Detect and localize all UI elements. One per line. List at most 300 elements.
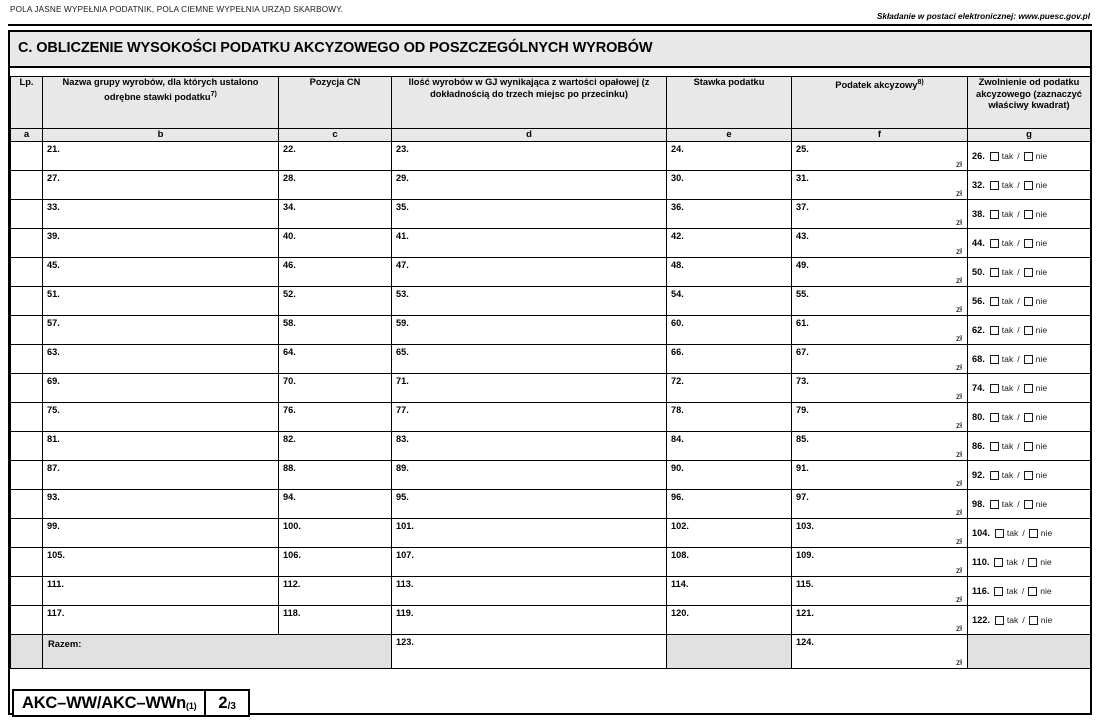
column-letter-b: b: [43, 129, 279, 142]
checkbox-no[interactable]: [1029, 616, 1038, 625]
column-header-lp: [11, 77, 43, 129]
field-number-85: 85.: [796, 434, 809, 444]
checkbox-yes-label: tak: [1006, 557, 1018, 567]
row-cn-position-cell[interactable]: [279, 432, 392, 461]
field-number-119: 119.: [396, 608, 414, 618]
field-number-45: 45.: [47, 260, 60, 270]
row-cn-position-cell[interactable]: [279, 229, 392, 258]
row-excise-tax-cell[interactable]: [792, 171, 968, 200]
electronic-submission-note: Składanie w postaci elektronicznej: www.puesc.gov.pl: [876, 11, 1090, 21]
table-row: [11, 432, 1091, 461]
checkbox-yes[interactable]: [990, 355, 999, 364]
checkbox-separator: /: [1017, 470, 1020, 480]
field-number-87: 87.: [47, 463, 60, 473]
checkbox-no[interactable]: [1024, 268, 1033, 277]
field-number-66: 66.: [671, 347, 684, 357]
currency-symbol-zl: zł: [955, 507, 962, 517]
page-header-strip: [0, 0, 1100, 26]
checkbox-separator: /: [1017, 383, 1020, 393]
row-cn-position-cell[interactable]: [279, 461, 392, 490]
field-number-74: 74.: [972, 383, 985, 393]
field-number-110: 110.: [972, 557, 990, 567]
row-excise-tax-cell[interactable]: [792, 258, 968, 287]
checkbox-yes[interactable]: [995, 616, 1004, 625]
checkbox-no[interactable]: [1024, 471, 1033, 480]
field-number-35: 35.: [396, 202, 409, 212]
row-lp-cell: [11, 287, 43, 316]
field-number-97: 97.: [796, 492, 809, 502]
checkbox-yes-label: tak: [1001, 470, 1014, 480]
currency-symbol-zl: zł: [955, 594, 962, 604]
currency-symbol-zl: zł: [955, 536, 962, 546]
row-cn-position-cell[interactable]: [279, 490, 392, 519]
checkbox-no-label: nie: [1035, 238, 1048, 248]
field-number-123: 123.: [396, 637, 414, 647]
field-number-88: 88.: [283, 463, 296, 473]
row-quantity-cell[interactable]: [392, 142, 667, 171]
row-exemption-cell: [968, 403, 1091, 432]
exemption-checkbox-group: [968, 200, 1090, 228]
field-number-89: 89.: [396, 463, 409, 473]
row-excise-tax-cell[interactable]: [792, 548, 968, 577]
row-quantity-cell[interactable]: [392, 577, 667, 606]
checkbox-separator: /: [1017, 412, 1020, 422]
row-exemption-cell: [968, 432, 1091, 461]
checkbox-separator: /: [1021, 586, 1025, 596]
row-lp-cell: [11, 548, 43, 577]
exemption-checkbox-group: [968, 519, 1090, 547]
exemption-checkbox-group: [968, 403, 1090, 431]
row-quantity-cell[interactable]: [392, 345, 667, 374]
row-quantity-cell[interactable]: [392, 287, 667, 316]
exemption-checkbox-group: [968, 606, 1090, 634]
field-number-109: 109.: [796, 550, 814, 560]
field-number-75: 75.: [47, 405, 60, 415]
row-cn-position-cell[interactable]: [279, 171, 392, 200]
row-tax-rate-cell[interactable]: [667, 229, 792, 258]
table-row: [11, 606, 1091, 635]
header-divider-rule: [8, 24, 1092, 26]
field-number-59: 59.: [396, 318, 409, 328]
row-product-group-cell[interactable]: [43, 519, 279, 548]
row-exemption-cell: [968, 345, 1091, 374]
section-c-title: C. OBLICZENIE WYSOKOŚCI PODATKU AKCYZOWEGO OD POSZCZEGÓLNYCH WYROBÓW: [18, 40, 653, 56]
field-number-118: 118.: [283, 608, 301, 618]
checkbox-no[interactable]: [1024, 181, 1033, 190]
column-header-cn-position: [279, 77, 392, 129]
row-lp-cell: [11, 432, 43, 461]
row-tax-rate-cell[interactable]: [667, 374, 792, 403]
field-number-27: 27.: [47, 173, 60, 183]
checkbox-yes[interactable]: [990, 326, 999, 335]
checkbox-yes-label: tak: [1001, 238, 1014, 248]
column-letter-g: g: [968, 129, 1091, 142]
row-cn-position-cell[interactable]: [279, 345, 392, 374]
checkbox-no[interactable]: [1024, 413, 1033, 422]
row-tax-rate-cell[interactable]: [667, 142, 792, 171]
column-letter-e: e: [667, 129, 792, 142]
field-number-64: 64.: [283, 347, 296, 357]
row-product-group-cell[interactable]: [43, 490, 279, 519]
field-number-92: 92.: [972, 470, 985, 480]
row-tax-rate-cell[interactable]: [667, 577, 792, 606]
row-quantity-cell[interactable]: [392, 432, 667, 461]
row-quantity-cell[interactable]: [392, 461, 667, 490]
row-lp-cell: [11, 490, 43, 519]
checkbox-yes[interactable]: [994, 587, 1003, 596]
checkbox-no-label: nie: [1035, 441, 1048, 451]
field-number-94: 94.: [283, 492, 296, 502]
field-number-96: 96.: [671, 492, 684, 502]
field-number-93: 93.: [47, 492, 60, 502]
field-number-31: 31.: [796, 173, 809, 183]
checkbox-separator: /: [1022, 528, 1025, 538]
row-tax-rate-cell[interactable]: [667, 287, 792, 316]
row-cn-position-cell[interactable]: [279, 519, 392, 548]
column-header-quantity-gj-label: Ilość wyrobów w GJ wynikająca z wartości opałowej (z dokładnością do trzech miejsc po przecinku): [408, 77, 650, 99]
currency-symbol-zl: zł: [955, 304, 962, 314]
row-lp-cell: [11, 374, 43, 403]
row-exemption-cell: [968, 287, 1091, 316]
row-quantity-cell[interactable]: [392, 171, 667, 200]
currency-symbol-zl: zł: [955, 449, 962, 459]
table-row: [11, 548, 1091, 577]
field-number-76: 76.: [283, 405, 296, 415]
row-product-group-cell[interactable]: [43, 142, 279, 171]
checkbox-no-label: nie: [1035, 151, 1048, 161]
checkbox-yes[interactable]: [990, 500, 999, 509]
page-total: /3: [227, 700, 236, 712]
field-number-86: 86.: [972, 441, 985, 451]
checkbox-no-label: nie: [1035, 499, 1048, 509]
field-number-63: 63.: [47, 347, 60, 357]
row-cn-position-cell[interactable]: [279, 374, 392, 403]
checkbox-yes[interactable]: [990, 239, 999, 248]
checkbox-yes[interactable]: [990, 413, 999, 422]
field-number-124: 124.: [796, 637, 814, 647]
checkbox-no[interactable]: [1028, 558, 1037, 567]
field-number-104: 104.: [972, 528, 990, 538]
row-tax-rate-cell[interactable]: [667, 345, 792, 374]
row-cn-position-cell[interactable]: [279, 548, 392, 577]
form-body-frame: [8, 30, 1092, 715]
table-row: [11, 171, 1091, 200]
column-letter-a: a: [11, 129, 43, 142]
field-number-91: 91.: [796, 463, 809, 473]
row-excise-tax-cell[interactable]: [792, 142, 968, 171]
checkbox-yes-label: tak: [1001, 209, 1014, 219]
row-product-group-cell[interactable]: [43, 374, 279, 403]
exemption-checkbox-group: [968, 548, 1090, 576]
row-cn-position-cell[interactable]: [279, 287, 392, 316]
exemption-checkbox-group: [968, 258, 1090, 286]
row-quantity-cell[interactable]: [392, 606, 667, 635]
row-product-group-cell[interactable]: [43, 345, 279, 374]
field-number-78: 78.: [671, 405, 684, 415]
row-tax-rate-cell[interactable]: [667, 403, 792, 432]
row-quantity-cell[interactable]: [392, 519, 667, 548]
column-letter-f: f: [792, 129, 968, 142]
checkbox-no[interactable]: [1024, 297, 1033, 306]
row-quantity-cell[interactable]: [392, 374, 667, 403]
row-tax-rate-cell[interactable]: [667, 432, 792, 461]
checkbox-no[interactable]: [1024, 442, 1033, 451]
currency-symbol-zl: zł: [955, 362, 962, 372]
field-number-39: 39.: [47, 231, 60, 241]
field-number-114: 114.: [671, 579, 689, 589]
checkbox-separator: /: [1021, 557, 1025, 567]
exemption-checkbox-group: [968, 577, 1090, 605]
row-product-group-cell[interactable]: [43, 461, 279, 490]
row-lp-cell: [11, 142, 43, 171]
currency-symbol-zl: zł: [955, 217, 962, 227]
checkbox-yes[interactable]: [994, 558, 1003, 567]
checkbox-no-label: nie: [1035, 325, 1048, 335]
field-number-55: 55.: [796, 289, 809, 299]
row-tax-rate-cell[interactable]: [667, 490, 792, 519]
checkbox-yes[interactable]: [990, 268, 999, 277]
row-excise-tax-cell[interactable]: [792, 229, 968, 258]
total-row-lp-cell: [11, 635, 43, 669]
field-number-57: 57.: [47, 318, 60, 328]
total-row-label-cell: [43, 635, 392, 669]
row-cn-position-cell[interactable]: [279, 316, 392, 345]
total-row-quantity-cell[interactable]: [392, 635, 667, 669]
row-product-group-cell[interactable]: [43, 258, 279, 287]
row-lp-cell: [11, 258, 43, 287]
field-number-121: 121.: [796, 608, 814, 618]
table-row: [11, 490, 1091, 519]
checkbox-yes[interactable]: [990, 152, 999, 161]
total-row-tax-cell[interactable]: [792, 635, 968, 669]
form-code: [14, 691, 204, 715]
row-product-group-cell[interactable]: [43, 287, 279, 316]
field-number-46: 46.: [283, 260, 296, 270]
checkbox-no-label: nie: [1035, 383, 1048, 393]
row-quantity-cell[interactable]: [392, 200, 667, 229]
row-cn-position-cell[interactable]: [279, 577, 392, 606]
checkbox-no[interactable]: [1029, 529, 1038, 538]
row-cn-position-cell[interactable]: [279, 200, 392, 229]
checkbox-yes[interactable]: [990, 471, 999, 480]
checkbox-yes-label: tak: [1001, 325, 1014, 335]
field-number-47: 47.: [396, 260, 409, 270]
field-number-81: 81.: [47, 434, 60, 444]
column-header-excise-tax: [792, 77, 968, 129]
checkbox-no[interactable]: [1028, 587, 1037, 596]
checkbox-no[interactable]: [1024, 152, 1033, 161]
row-tax-rate-cell[interactable]: [667, 171, 792, 200]
row-excise-tax-cell[interactable]: [792, 374, 968, 403]
currency-symbol-zl: zł: [955, 159, 962, 169]
row-lp-cell: [11, 171, 43, 200]
exemption-checkbox-group: [968, 490, 1090, 518]
currency-symbol-zl: zł: [955, 333, 962, 343]
row-cn-position-cell[interactable]: [279, 403, 392, 432]
field-number-51: 51.: [47, 289, 60, 299]
exemption-checkbox-group: [968, 171, 1090, 199]
checkbox-no[interactable]: [1024, 239, 1033, 248]
row-lp-cell: [11, 461, 43, 490]
checkbox-yes[interactable]: [990, 181, 999, 190]
row-quantity-cell[interactable]: [392, 258, 667, 287]
row-tax-rate-cell[interactable]: [667, 519, 792, 548]
field-number-25: 25.: [796, 144, 809, 154]
exemption-checkbox-group: [968, 316, 1090, 344]
field-number-37: 37.: [796, 202, 809, 212]
field-number-41: 41.: [396, 231, 409, 241]
row-excise-tax-cell[interactable]: [792, 200, 968, 229]
field-number-30: 30.: [671, 173, 684, 183]
checkbox-no-label: nie: [1035, 267, 1048, 277]
row-quantity-cell[interactable]: [392, 403, 667, 432]
row-quantity-cell[interactable]: [392, 548, 667, 577]
row-exemption-cell: [968, 229, 1091, 258]
checkbox-no-label: nie: [1040, 557, 1052, 567]
row-excise-tax-cell[interactable]: [792, 287, 968, 316]
form-code-text: AKC–WW/AKC–WWn: [22, 693, 187, 712]
row-tax-rate-cell[interactable]: [667, 316, 792, 345]
row-product-group-cell[interactable]: [43, 577, 279, 606]
section-c-band: [10, 32, 1090, 68]
currency-symbol-zl: zł: [955, 657, 962, 667]
checkbox-no[interactable]: [1024, 500, 1033, 509]
field-number-107: 107.: [396, 550, 414, 560]
row-product-group-cell[interactable]: [43, 548, 279, 577]
row-exemption-cell: [968, 200, 1091, 229]
field-number-79: 79.: [796, 405, 809, 415]
checkbox-no-label: nie: [1035, 180, 1048, 190]
checkbox-no-label: nie: [1035, 354, 1048, 364]
currency-symbol-zl: zł: [955, 420, 962, 430]
checkbox-yes[interactable]: [990, 442, 999, 451]
row-quantity-cell[interactable]: [392, 316, 667, 345]
checkbox-yes-label: tak: [1001, 180, 1014, 190]
row-lp-cell: [11, 403, 43, 432]
exemption-checkbox-group: [968, 432, 1090, 460]
column-letter-row: [11, 129, 1091, 142]
row-cn-position-cell[interactable]: [279, 258, 392, 287]
table-row: [11, 200, 1091, 229]
row-cn-position-cell[interactable]: [279, 606, 392, 635]
row-excise-tax-cell[interactable]: [792, 403, 968, 432]
row-tax-rate-cell[interactable]: [667, 200, 792, 229]
column-header-cn-position-label: Pozycja CN: [309, 77, 361, 87]
checkbox-yes[interactable]: [990, 297, 999, 306]
checkbox-yes-label: tak: [1001, 441, 1014, 451]
field-number-23: 23.: [396, 144, 409, 154]
row-product-group-cell[interactable]: [43, 171, 279, 200]
exemption-checkbox-group: [968, 287, 1090, 315]
checkbox-no[interactable]: [1024, 384, 1033, 393]
row-product-group-cell[interactable]: [43, 229, 279, 258]
field-number-84: 84.: [671, 434, 684, 444]
row-exemption-cell: [968, 548, 1091, 577]
row-excise-tax-cell[interactable]: [792, 577, 968, 606]
row-excise-tax-cell[interactable]: [792, 432, 968, 461]
row-quantity-cell[interactable]: [392, 490, 667, 519]
field-number-113: 113.: [396, 579, 414, 589]
table-row: [11, 258, 1091, 287]
row-tax-rate-cell[interactable]: [667, 548, 792, 577]
row-excise-tax-cell[interactable]: [792, 461, 968, 490]
total-row-rate-cell: [667, 635, 792, 669]
field-number-70: 70.: [283, 376, 296, 386]
row-excise-tax-cell[interactable]: [792, 316, 968, 345]
field-number-54: 54.: [671, 289, 684, 299]
form-identifier-box: [12, 689, 250, 717]
table-row: [11, 461, 1091, 490]
row-tax-rate-cell[interactable]: [667, 461, 792, 490]
footnote-marker-7: 7): [210, 90, 217, 98]
row-product-group-cell[interactable]: [43, 200, 279, 229]
section-spacer: [10, 68, 1090, 76]
row-tax-rate-cell[interactable]: [667, 606, 792, 635]
column-header-lp-label: Lp.: [19, 77, 34, 87]
table-body: [11, 142, 1091, 635]
field-number-42: 42.: [671, 231, 684, 241]
checkbox-no-label: nie: [1035, 412, 1048, 422]
checkbox-yes[interactable]: [990, 384, 999, 393]
field-number-68: 68.: [972, 354, 985, 364]
row-cn-position-cell[interactable]: [279, 142, 392, 171]
row-product-group-cell[interactable]: [43, 403, 279, 432]
row-product-group-cell[interactable]: [43, 432, 279, 461]
exemption-checkbox-group: [968, 374, 1090, 402]
checkbox-no[interactable]: [1024, 210, 1033, 219]
checkbox-yes[interactable]: [995, 529, 1004, 538]
row-excise-tax-cell[interactable]: [792, 519, 968, 548]
field-number-108: 108.: [671, 550, 689, 560]
checkbox-yes-label: tak: [1001, 354, 1014, 364]
field-number-43: 43.: [796, 231, 809, 241]
row-excise-tax-cell[interactable]: [792, 606, 968, 635]
checkbox-yes-label: tak: [1006, 528, 1019, 538]
checkbox-no[interactable]: [1024, 326, 1033, 335]
field-number-36: 36.: [671, 202, 684, 212]
field-number-80: 80.: [972, 412, 985, 422]
row-excise-tax-cell[interactable]: [792, 345, 968, 374]
currency-symbol-zl: zł: [955, 565, 962, 575]
row-lp-cell: [11, 200, 43, 229]
checkbox-yes[interactable]: [990, 210, 999, 219]
checkbox-no-label: nie: [1040, 528, 1053, 538]
field-number-117: 117.: [47, 608, 65, 618]
field-number-106: 106.: [283, 550, 301, 560]
row-product-group-cell[interactable]: [43, 316, 279, 345]
row-exemption-cell: [968, 142, 1091, 171]
checkbox-yes-label: tak: [1006, 615, 1019, 625]
page-indicator: [204, 691, 248, 715]
field-number-71: 71.: [396, 376, 409, 386]
field-number-58: 58.: [283, 318, 296, 328]
currency-symbol-zl: zł: [955, 246, 962, 256]
row-tax-rate-cell[interactable]: [667, 258, 792, 287]
row-quantity-cell[interactable]: [392, 229, 667, 258]
currency-symbol-zl: zł: [955, 275, 962, 285]
row-exemption-cell: [968, 519, 1091, 548]
checkbox-separator: /: [1017, 151, 1020, 161]
row-lp-cell: [11, 316, 43, 345]
checkbox-no[interactable]: [1024, 355, 1033, 364]
field-number-103: 103.: [796, 521, 814, 531]
table-row: [11, 287, 1091, 316]
row-excise-tax-cell[interactable]: [792, 490, 968, 519]
form-version-text: (1): [186, 701, 197, 711]
checkbox-no-label: nie: [1035, 470, 1048, 480]
field-number-40: 40.: [283, 231, 296, 241]
row-product-group-cell[interactable]: [43, 606, 279, 635]
